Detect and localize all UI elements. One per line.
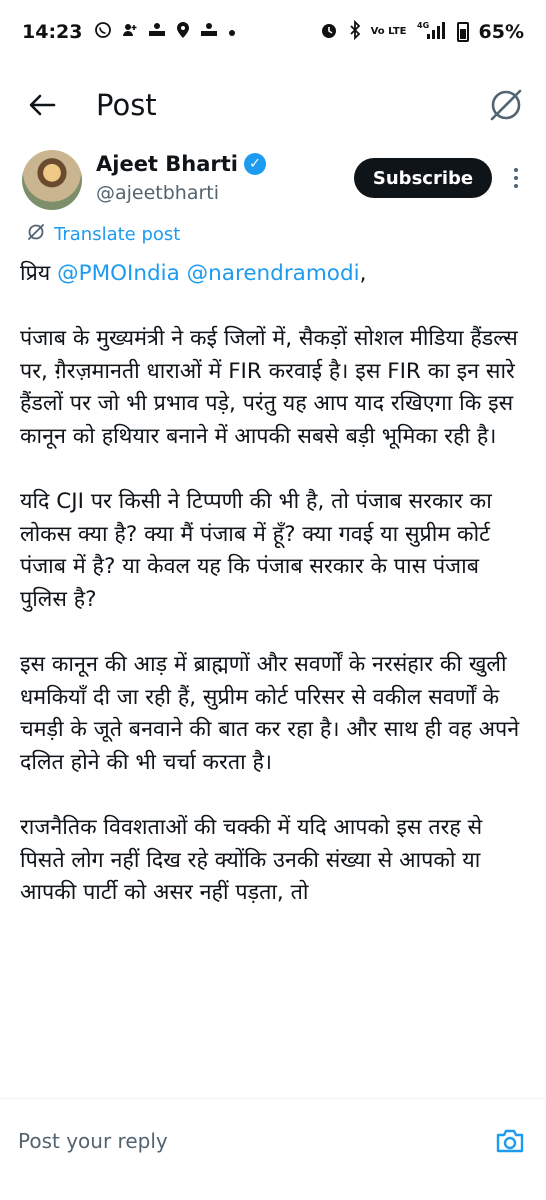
author-name[interactable]	[96, 152, 266, 176]
verified-badge-icon: ✓	[244, 153, 266, 175]
subscribe-button[interactable]: Subscribe	[354, 158, 492, 198]
notification-icons	[94, 21, 236, 43]
volte-icon: Vo LTE	[370, 26, 407, 37]
news-icon	[198, 21, 220, 43]
post-paragraph: यदि CJI पर किसी ने टिप्पणी की भी है, तो पंजाब सरकार का लोकस क्या है? क्या मैं पंजाब में हूँ? क्या गवई या सुप्रीम कोर्ट पंजाब में है? या केवल यह कि पंजाब सरकार के पास पंजाब पुलिस है?	[20, 489, 492, 612]
post-greeting	[20, 258, 528, 291]
post-text	[20, 258, 528, 1092]
page-title: Post	[96, 88, 157, 122]
grok-icon	[486, 85, 526, 125]
post-header	[0, 64, 546, 146]
svg-text:4G: 4G	[416, 20, 429, 30]
news-icon	[146, 21, 168, 43]
system-icons	[319, 20, 524, 45]
greeting-prefix: प्रिय	[20, 261, 58, 286]
bluetooth-icon	[349, 20, 361, 45]
author-handle[interactable]: @ajeetbharti	[96, 182, 220, 204]
reply-bar	[0, 1098, 546, 1182]
mention-pmoindia[interactable]: @PMOIndia	[57, 261, 180, 286]
translate-icon	[26, 222, 46, 247]
battery-percent: 65%	[478, 21, 524, 43]
whatsapp-icon	[94, 21, 112, 43]
camera-button[interactable]	[492, 1123, 528, 1159]
grok-button[interactable]	[480, 79, 532, 131]
battery-icon	[457, 22, 469, 42]
translate-label: Translate post	[54, 223, 181, 245]
back-arrow-icon	[27, 90, 57, 120]
mention-narendramodi[interactable]: @narendramodi	[186, 261, 360, 286]
post-paragraph: पंजाब के मुख्यमंत्री ने कई जिलों में, सैकड़ों सोशल मीडिया हैंडल्स पर, ग़ैरज़मानती धाराओं में FIR करवाई है। इस FIR का इन सारे हैंडलों पर जो भी प्रभाव पड़े, परंतु यह आप याद रखिएगा कि इस कानून को हथियार बनाने में आपकी सबसे बड़ी भूमिका रही है।	[20, 326, 518, 449]
author-row	[0, 146, 546, 218]
alarm-icon	[319, 20, 339, 45]
author-name-text: Ajeet Bharti	[96, 152, 239, 176]
camera-icon	[495, 1127, 525, 1155]
more-options-icon[interactable]	[504, 160, 528, 196]
greeting-suffix: ,	[359, 261, 367, 286]
status-time: 14:23	[22, 21, 83, 43]
back-button[interactable]	[12, 75, 72, 135]
location-icon	[176, 21, 190, 43]
post-paragraph: इस कानून की आड़ में ब्राह्मणों और सवर्णों के नरसंहार की खुली धमकियाँ दी जा रही हैं, सुप्रीम कोर्ट परिसर से वकील सवर्णों के चमड़ी के जूते बनवाने की बात कर रहा है। और साथ ही वह अपने दलित होने की भी चर्चा करता है।	[20, 652, 520, 775]
dot-icon	[228, 23, 236, 41]
home-indicator	[0, 1182, 546, 1200]
avatar[interactable]	[22, 150, 82, 210]
translate-post-link[interactable]	[26, 220, 180, 248]
post-paragraph: राजनैतिक विवशताओं की चक्की में यदि आपको इस तरह से पिसते लोग नहीं दिख रहे क्योंकि उनकी संख्या से आपको या आपकी पार्टी को असर नहीं पड़ता, तो	[20, 815, 483, 906]
signal-icon	[417, 20, 447, 45]
add-person-icon	[120, 21, 138, 43]
status-bar	[0, 0, 546, 64]
reply-input[interactable]: Post your reply	[18, 1128, 168, 1153]
